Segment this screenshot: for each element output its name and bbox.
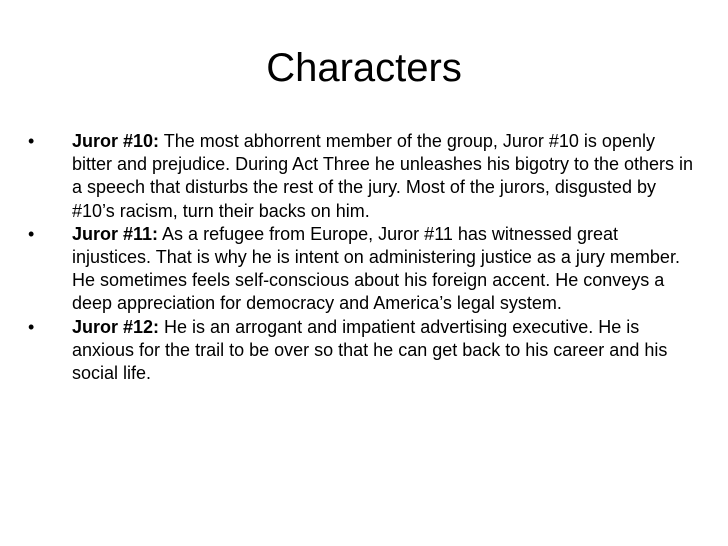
bullet-icon: • [28,131,35,151]
bullet-icon: • [28,316,35,337]
juror-11-term: Juror #11: [72,223,159,244]
bullet-item-juror-11 [26,223,696,316]
juror-12-description: He is an arrogant and impatient advertising executive. He is anxious for the trail to be over so that he can get back to his career and his social life. [72,316,668,384]
bullet-list [26,130,696,385]
slide-title: Characters [266,46,462,90]
juror-12-term: Juror #12: [72,316,160,337]
juror-10-term: Juror #10: [72,131,160,151]
bullet-item-juror-10 [26,130,696,223]
juror-11-description: As a refugee from Europe, Juror #11 has witnessed great injustices. That is why he is intent on administering justice as a jury member. He sometimes feels self-conscious about his foreign accent. He conveys a deep appreciation for democracy and America’s legal system. [72,223,680,314]
bullet-item-juror-12 [26,316,696,386]
bullet-icon: • [28,223,35,244]
juror-10-description: The most abhorrent member of the group, Juror #10 is openly bitter and prejudice. During Act Three he unleashes his bigotry to the others in a speech that disturbs the rest of the jury. Most of the jurors, disgusted by #10’s racism, turn their backs on him. [72,131,694,221]
